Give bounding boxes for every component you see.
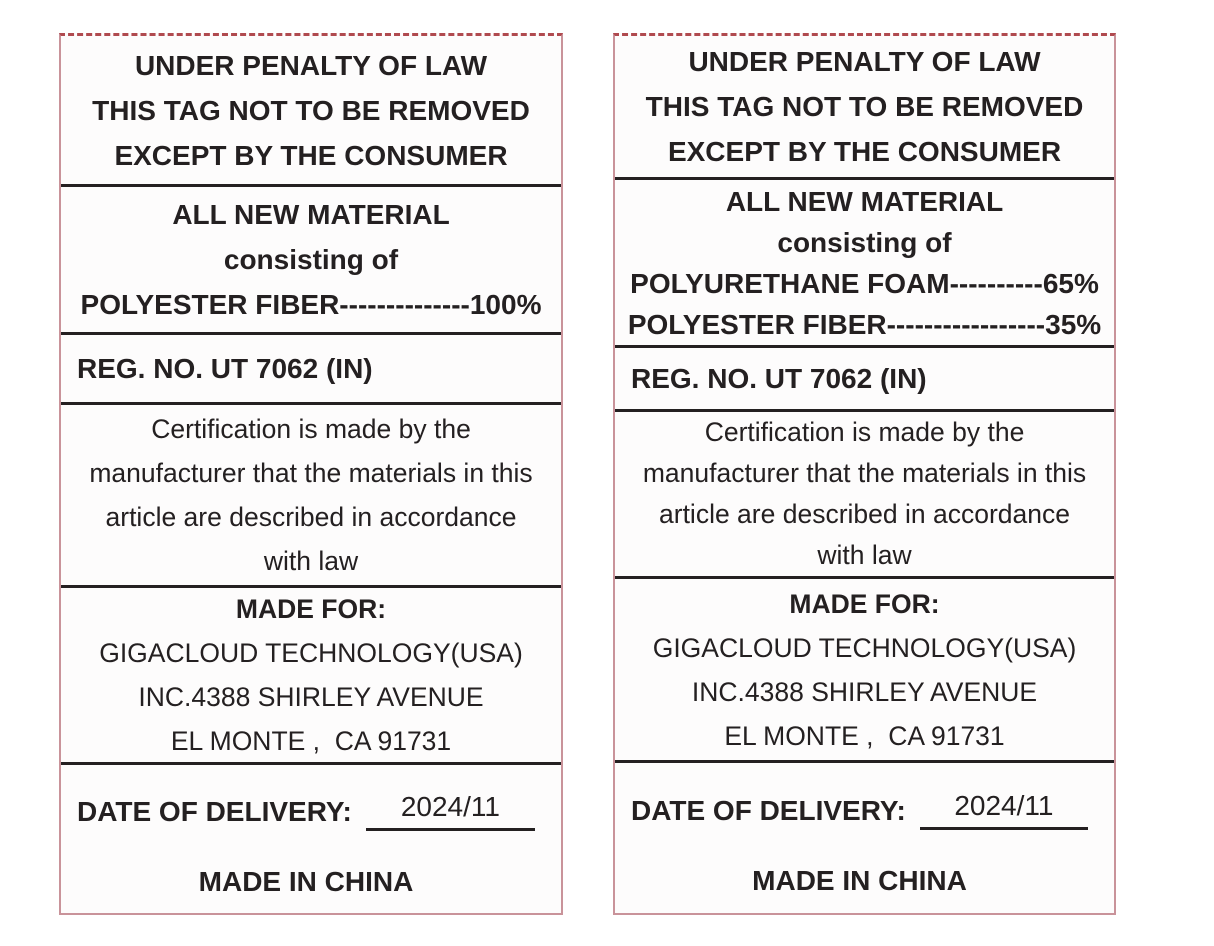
delivery-label: DATE OF DELIVERY:	[631, 795, 906, 826]
penalty-line: EXCEPT BY THE CONSUMER	[667, 136, 1062, 167]
certification-section	[61, 405, 561, 588]
certification-line: Certification is made by the	[151, 414, 471, 444]
origin-line: MADE IN CHINA	[752, 865, 967, 896]
made-for-line: INC.4388 SHIRLEY AVENUE	[138, 682, 484, 712]
material-content-line: POLYESTER FIBER--------------100%	[80, 289, 542, 320]
penalty-line: THIS TAG NOT TO BE REMOVED	[92, 94, 530, 126]
material-section	[615, 180, 1114, 348]
delivery-row	[631, 787, 1088, 830]
made-for-line: GIGACLOUD TECHNOLOGY(USA)	[99, 638, 523, 668]
delivery-section	[61, 765, 561, 913]
certification-line: manufacturer that the materials in this	[89, 458, 533, 488]
made-for-heading: MADE FOR:	[789, 588, 940, 619]
delivery-row	[77, 788, 535, 831]
certification-section	[615, 412, 1114, 579]
material-heading: ALL NEW MATERIAL	[172, 199, 450, 230]
made-for-heading: MADE FOR:	[235, 594, 387, 624]
made-for-line: GIGACLOUD TECHNOLOGY(USA)	[652, 632, 1077, 663]
certification-line: article are described in accordance	[105, 502, 517, 532]
law-tag-left	[59, 33, 563, 915]
reg-no-section	[615, 348, 1114, 412]
certification-line: article are described in accordance	[659, 499, 1070, 529]
material-section	[61, 187, 561, 335]
made-for-section	[61, 588, 561, 765]
delivery-label: DATE OF DELIVERY:	[77, 796, 352, 827]
penalty-section	[61, 36, 561, 187]
delivery-date-value: 2024/11	[920, 787, 1088, 830]
penalty-section	[615, 36, 1114, 180]
reg-no: REG. NO. UT 7062 (IN)	[77, 353, 373, 384]
delivery-section	[615, 763, 1114, 913]
certification-line: Certification is made by the	[704, 417, 1025, 447]
certification-line: with law	[817, 540, 912, 570]
material-content-line: POLYESTER FIBER-----------------35%	[627, 308, 1102, 340]
material-subheading: consisting of	[777, 226, 952, 258]
made-for-line: EL MONTE , CA 91731	[170, 726, 452, 756]
material-subheading: consisting of	[223, 244, 399, 275]
made-for-section	[615, 579, 1114, 763]
delivery-date-value: 2024/11	[366, 788, 535, 831]
certification-line: manufacturer that the materials in this	[642, 458, 1087, 488]
reg-no-section	[61, 335, 561, 405]
penalty-line: THIS TAG NOT TO BE REMOVED	[645, 91, 1084, 122]
reg-no: REG. NO. UT 7062 (IN)	[631, 363, 927, 394]
penalty-line: UNDER PENALTY OF LAW	[134, 49, 488, 81]
origin-line: MADE IN CHINA	[198, 866, 414, 897]
material-heading: ALL NEW MATERIAL	[725, 185, 1004, 217]
penalty-line: EXCEPT BY THE CONSUMER	[114, 139, 508, 171]
made-for-line: INC.4388 SHIRLEY AVENUE	[691, 676, 1038, 707]
law-tag-right	[613, 33, 1116, 915]
made-for-line: EL MONTE , CA 91731	[724, 720, 1005, 751]
material-content-line: POLYURETHANE FOAM----------65%	[630, 267, 1099, 299]
certification-line: with law	[263, 546, 359, 576]
penalty-line: UNDER PENALTY OF LAW	[688, 46, 1041, 77]
